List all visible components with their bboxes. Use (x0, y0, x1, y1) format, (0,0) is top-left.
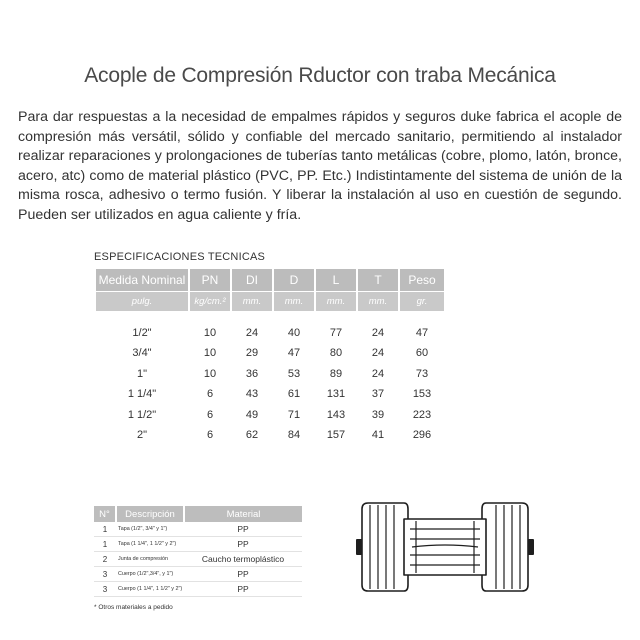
spec-unit-cell: mm. (232, 292, 272, 311)
spec-cell: 29 (245, 347, 259, 360)
spec-cell: 77 (329, 326, 343, 339)
spec-cell: 143 (326, 408, 346, 421)
spec-cell: 60 (415, 347, 429, 360)
spec-table (94, 268, 446, 446)
materials-description: Tapa (1 1/4", 1 1/2" y 2") (116, 537, 184, 552)
materials-header-row (94, 506, 302, 522)
spec-header-row (96, 269, 444, 291)
spec-units-row (96, 292, 444, 311)
spec-cell: 10 (203, 326, 217, 339)
spec-cell: 53 (287, 367, 301, 380)
spec-row (96, 323, 444, 343)
spec-cell: 296 (412, 429, 432, 442)
materials-header-cell: N° (94, 506, 116, 522)
spec-header-cell: Peso (400, 269, 444, 291)
spec-row (96, 385, 444, 405)
spec-row (96, 426, 444, 446)
spec-unit-cell: pulg. (96, 292, 188, 311)
spec-cell: 39 (371, 408, 385, 421)
spec-cell: 6 (206, 429, 214, 442)
spec-cell: 61 (287, 388, 301, 401)
spec-row (96, 405, 444, 425)
materials-description: Tapa (1/2", 3/4" y 1") (116, 522, 184, 537)
spec-unit-cell: gr. (400, 292, 444, 311)
spec-cell: 24 (371, 347, 385, 360)
materials-header-cell: Material (184, 506, 302, 522)
spec-cell: 62 (245, 429, 259, 442)
spec-cell: 84 (287, 429, 301, 442)
page-title: Acople de Compresión Rductor con traba Mecánica (84, 64, 556, 87)
spec-cell: 1" (136, 367, 148, 380)
spec-unit-cell: mm. (316, 292, 356, 311)
coupling-diagram (352, 495, 538, 599)
materials-number: 1 (94, 537, 116, 552)
materials-material: PP (184, 522, 302, 537)
spec-cell: 3/4" (132, 347, 152, 360)
spec-cell: 37 (371, 388, 385, 401)
spec-header-cell: L (316, 269, 356, 291)
materials-number: 1 (94, 522, 116, 537)
spec-cell: 40 (287, 326, 301, 339)
materials-number: 3 (94, 582, 116, 597)
spec-cell: 24 (371, 326, 385, 339)
materials-material: PP (184, 567, 302, 582)
spec-row (96, 344, 444, 364)
spec-cell: 153 (412, 388, 432, 401)
spec-cell: 2" (136, 429, 148, 442)
spec-cell: 10 (203, 367, 217, 380)
left-cap (362, 503, 408, 591)
materials-row (94, 552, 302, 567)
spec-cell: 6 (206, 408, 214, 421)
spec-header-cell: T (358, 269, 398, 291)
spec-cell: 49 (245, 408, 259, 421)
spec-cell: 71 (287, 408, 301, 421)
spec-unit-cell: mm. (274, 292, 314, 311)
spec-cell: 1 1/2" (127, 408, 157, 421)
materials-material: Caucho termoplástico (184, 552, 302, 567)
spec-cell: 10 (203, 347, 217, 360)
materials-description: Junta de compresión (116, 552, 184, 567)
spec-cell: 36 (245, 367, 259, 380)
spec-header-cell: PN (190, 269, 230, 291)
spec-header-cell: DI (232, 269, 272, 291)
spec-header-cell: Medida Nominal (96, 269, 188, 291)
materials-row (94, 522, 302, 537)
materials-row (94, 582, 302, 597)
spec-cell: 157 (326, 429, 346, 442)
spec-row (96, 364, 444, 384)
spec-cell: 1/2" (132, 326, 152, 339)
spec-cell: 131 (326, 388, 346, 401)
spec-cell: 73 (415, 367, 429, 380)
materials-number: 3 (94, 567, 116, 582)
spec-cell: 43 (245, 388, 259, 401)
materials-table (94, 506, 302, 597)
spec-cell: 24 (245, 326, 259, 339)
materials-description: Cuerpo (1 1/4", 1 1/2" y 2") (116, 582, 184, 597)
spec-cell: 1 1/4" (127, 388, 157, 401)
materials-note: * Otros materiales a pedido (94, 604, 173, 611)
materials-material: PP (184, 582, 302, 597)
spec-unit-cell: kg/cm.² (190, 292, 230, 311)
materials-material: PP (184, 537, 302, 552)
spec-cell: 47 (415, 326, 429, 339)
right-cap (482, 503, 528, 591)
materials-row (94, 567, 302, 582)
materials-description: Cuerpo (1/2",3/4", y 1") (116, 567, 184, 582)
intro-paragraph: Para dar respuestas a la necesidad de empalmes rápidos y seguros duke fabrica el acople de compresión más versátil, sólido y confiable del mercado sanitario, permitiendo al instalador realizar reparaciones y prolongaciones de tuberías tanto metálicas (cobre, plomo, latón, bronce, acero, atc) como de material plástico (PVC, PP. Etc.) Indistintamente del sistema de unión de la misma rosca, adhesivo o termo fusión. Y liberar la instalación al uso en cuestión de segundo. Pueden ser utilizados en agua caliente y fría. (18, 109, 622, 223)
spec-cell: 24 (371, 367, 385, 380)
spec-unit-cell: mm. (358, 292, 398, 311)
spec-cell: 47 (287, 347, 301, 360)
materials-header-cell: Descripción (116, 506, 184, 522)
materials-row (94, 537, 302, 552)
spec-cell: 6 (206, 388, 214, 401)
spec-caption: ESPECIFICACIONES TECNICAS (94, 251, 266, 263)
spec-cell: 223 (412, 408, 432, 421)
spec-cell: 89 (329, 367, 343, 380)
materials-number: 2 (94, 552, 116, 567)
spec-cell: 41 (371, 429, 385, 442)
spec-cell: 80 (329, 347, 343, 360)
spec-header-cell: D (274, 269, 314, 291)
